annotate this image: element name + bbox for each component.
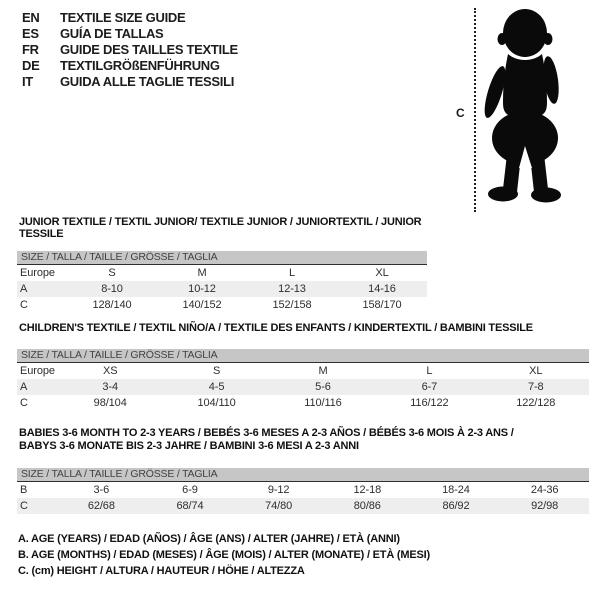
language-row bbox=[22, 26, 238, 42]
size-cell: 122/128 bbox=[516, 397, 556, 409]
table-row bbox=[17, 363, 589, 379]
size-cell: 9-12 bbox=[267, 484, 290, 496]
size-cell: L bbox=[426, 365, 433, 377]
table-row bbox=[17, 482, 589, 498]
legend-line-b: B. AGE (MONTHS) / EDAD (MESES) / ÂGE (MOIS) / ALTER (MONATE) / ETÀ (MESI) bbox=[18, 549, 430, 561]
size-cell: 92/98 bbox=[531, 500, 559, 512]
size-cell: 14-16 bbox=[368, 283, 396, 295]
size-cell: XS bbox=[102, 365, 118, 377]
size-cell: 116/122 bbox=[410, 397, 449, 409]
language-title: TEXTILGRÖßENFÜHRUNG bbox=[60, 58, 220, 73]
size-cell: 18-24 bbox=[442, 484, 470, 496]
childrens-textile-section bbox=[17, 322, 589, 411]
size-cell: L bbox=[288, 267, 296, 279]
language-row bbox=[22, 10, 238, 26]
junior-textile-section bbox=[17, 216, 427, 313]
size-cell: 158/170 bbox=[362, 299, 402, 311]
size-header-bar: SIZE / TALLA / TAILLE / GRÖSSE / TAGLIA bbox=[17, 349, 589, 363]
section-title-line2: BABYS 3-6 MONATE BIS 2-3 JAHRE / BAMBINI 3-6 MESI A 2-3 ANNI bbox=[19, 440, 359, 452]
size-cell: 104/110 bbox=[197, 397, 236, 409]
language-row bbox=[22, 58, 238, 74]
language-code: ES bbox=[22, 26, 39, 41]
section-title: JUNIOR TEXTILE / TEXTIL JUNIOR/ TEXTILE JUNIOR / JUNIORTEXTIL / JUNIOR TESSILE bbox=[19, 216, 422, 240]
language-code: EN bbox=[22, 10, 40, 25]
size-cell: 24-36 bbox=[530, 484, 559, 496]
row-label: A bbox=[20, 381, 28, 393]
baby-silhouette-icon bbox=[481, 6, 571, 206]
table-row bbox=[17, 281, 427, 297]
row-label: C bbox=[20, 500, 28, 512]
height-label-c: C bbox=[456, 106, 465, 120]
size-cell: 8-10 bbox=[101, 283, 123, 295]
size-cell: 80/86 bbox=[353, 500, 381, 512]
size-header-bar: SIZE / TALLA / TAILLE / GRÖSSE / TAGLIA bbox=[17, 251, 427, 265]
size-cell: 62/68 bbox=[87, 500, 115, 512]
size-cell: 110/116 bbox=[304, 397, 342, 409]
legend-line-c: C. (cm) HEIGHT / ALTURA / HAUTEUR / HÖHE / ALTEZZA bbox=[18, 565, 305, 577]
size-cell: 98/104 bbox=[93, 397, 127, 409]
size-cell: 74/80 bbox=[265, 500, 293, 512]
table-row bbox=[17, 265, 427, 281]
height-dotted-line bbox=[474, 8, 476, 212]
table-row bbox=[17, 379, 589, 395]
legend-line-a: A. AGE (YEARS) / EDAD (AÑOS) / ÂGE (ANS) / ALTER (JAHRE) / ETÀ (ANNI) bbox=[18, 533, 400, 545]
size-cell: 68/74 bbox=[176, 500, 204, 512]
junior-size-table bbox=[17, 265, 427, 313]
language-title: GUIDA ALLE TAGLIE TESSILI bbox=[60, 74, 235, 89]
section-title-line1: BABIES 3-6 MONTH TO 2-3 YEARS / BEBÉS 3-6 MESES A 2-3 AÑOS / BÉBÉS 3-6 MOIS À 2-3 ANS / bbox=[19, 427, 514, 439]
size-cell: 152/158 bbox=[272, 299, 312, 311]
language-code: DE bbox=[22, 58, 40, 73]
size-cell: M bbox=[197, 267, 207, 279]
language-title: GUÍA DE TALLAS bbox=[60, 26, 164, 41]
section-title bbox=[19, 427, 589, 453]
size-cell: S bbox=[212, 365, 221, 377]
size-cell: 6-7 bbox=[421, 381, 438, 393]
size-cell: 5-6 bbox=[315, 381, 331, 393]
size-cell: 12-18 bbox=[353, 484, 382, 496]
row-label: Europe bbox=[20, 267, 55, 279]
table-row bbox=[17, 498, 589, 514]
row-label: C bbox=[20, 299, 28, 311]
size-cell: 140/152 bbox=[182, 299, 222, 311]
measurement-legend bbox=[18, 531, 430, 579]
language-row bbox=[22, 74, 238, 90]
section-title: CHILDREN'S TEXTILE / TEXTIL NIÑO/A / TEXTILE DES ENFANTS / KINDERTEXTIL / BAMBINI TESSILE bbox=[19, 322, 533, 334]
language-code: IT bbox=[22, 74, 33, 89]
size-cell: 4-5 bbox=[208, 381, 225, 393]
size-cell: XL bbox=[375, 267, 389, 279]
babies-size-table bbox=[17, 482, 589, 514]
row-label: B bbox=[20, 484, 28, 496]
size-cell: 10-12 bbox=[188, 283, 216, 295]
size-header-bar: SIZE / TALLA / TAILLE / GRÖSSE / TAGLIA bbox=[17, 468, 589, 482]
language-code: FR bbox=[22, 42, 39, 57]
table-row bbox=[17, 395, 589, 411]
size-cell: 6-9 bbox=[182, 484, 198, 496]
language-row bbox=[22, 42, 238, 58]
size-cell: 3-6 bbox=[93, 484, 110, 496]
table-row bbox=[17, 297, 427, 313]
size-cell: 86/92 bbox=[442, 500, 470, 512]
row-label: Europe bbox=[20, 365, 55, 377]
language-title: TEXTILE SIZE GUIDE bbox=[60, 10, 186, 25]
language-list bbox=[22, 10, 238, 90]
row-label: C bbox=[20, 397, 28, 409]
size-cell: 3-4 bbox=[102, 381, 118, 393]
size-cell: XL bbox=[529, 365, 543, 377]
size-cell: 12-13 bbox=[278, 283, 306, 295]
row-label: A bbox=[20, 283, 28, 295]
size-cell: S bbox=[108, 267, 116, 279]
childrens-size-table bbox=[17, 363, 589, 411]
size-cell: 7-8 bbox=[527, 381, 544, 393]
language-title: GUIDE DES TAILLES TEXTILE bbox=[60, 42, 238, 57]
babies-textile-section bbox=[17, 427, 589, 514]
size-cell: M bbox=[318, 365, 328, 377]
size-cell: 128/140 bbox=[92, 299, 132, 311]
